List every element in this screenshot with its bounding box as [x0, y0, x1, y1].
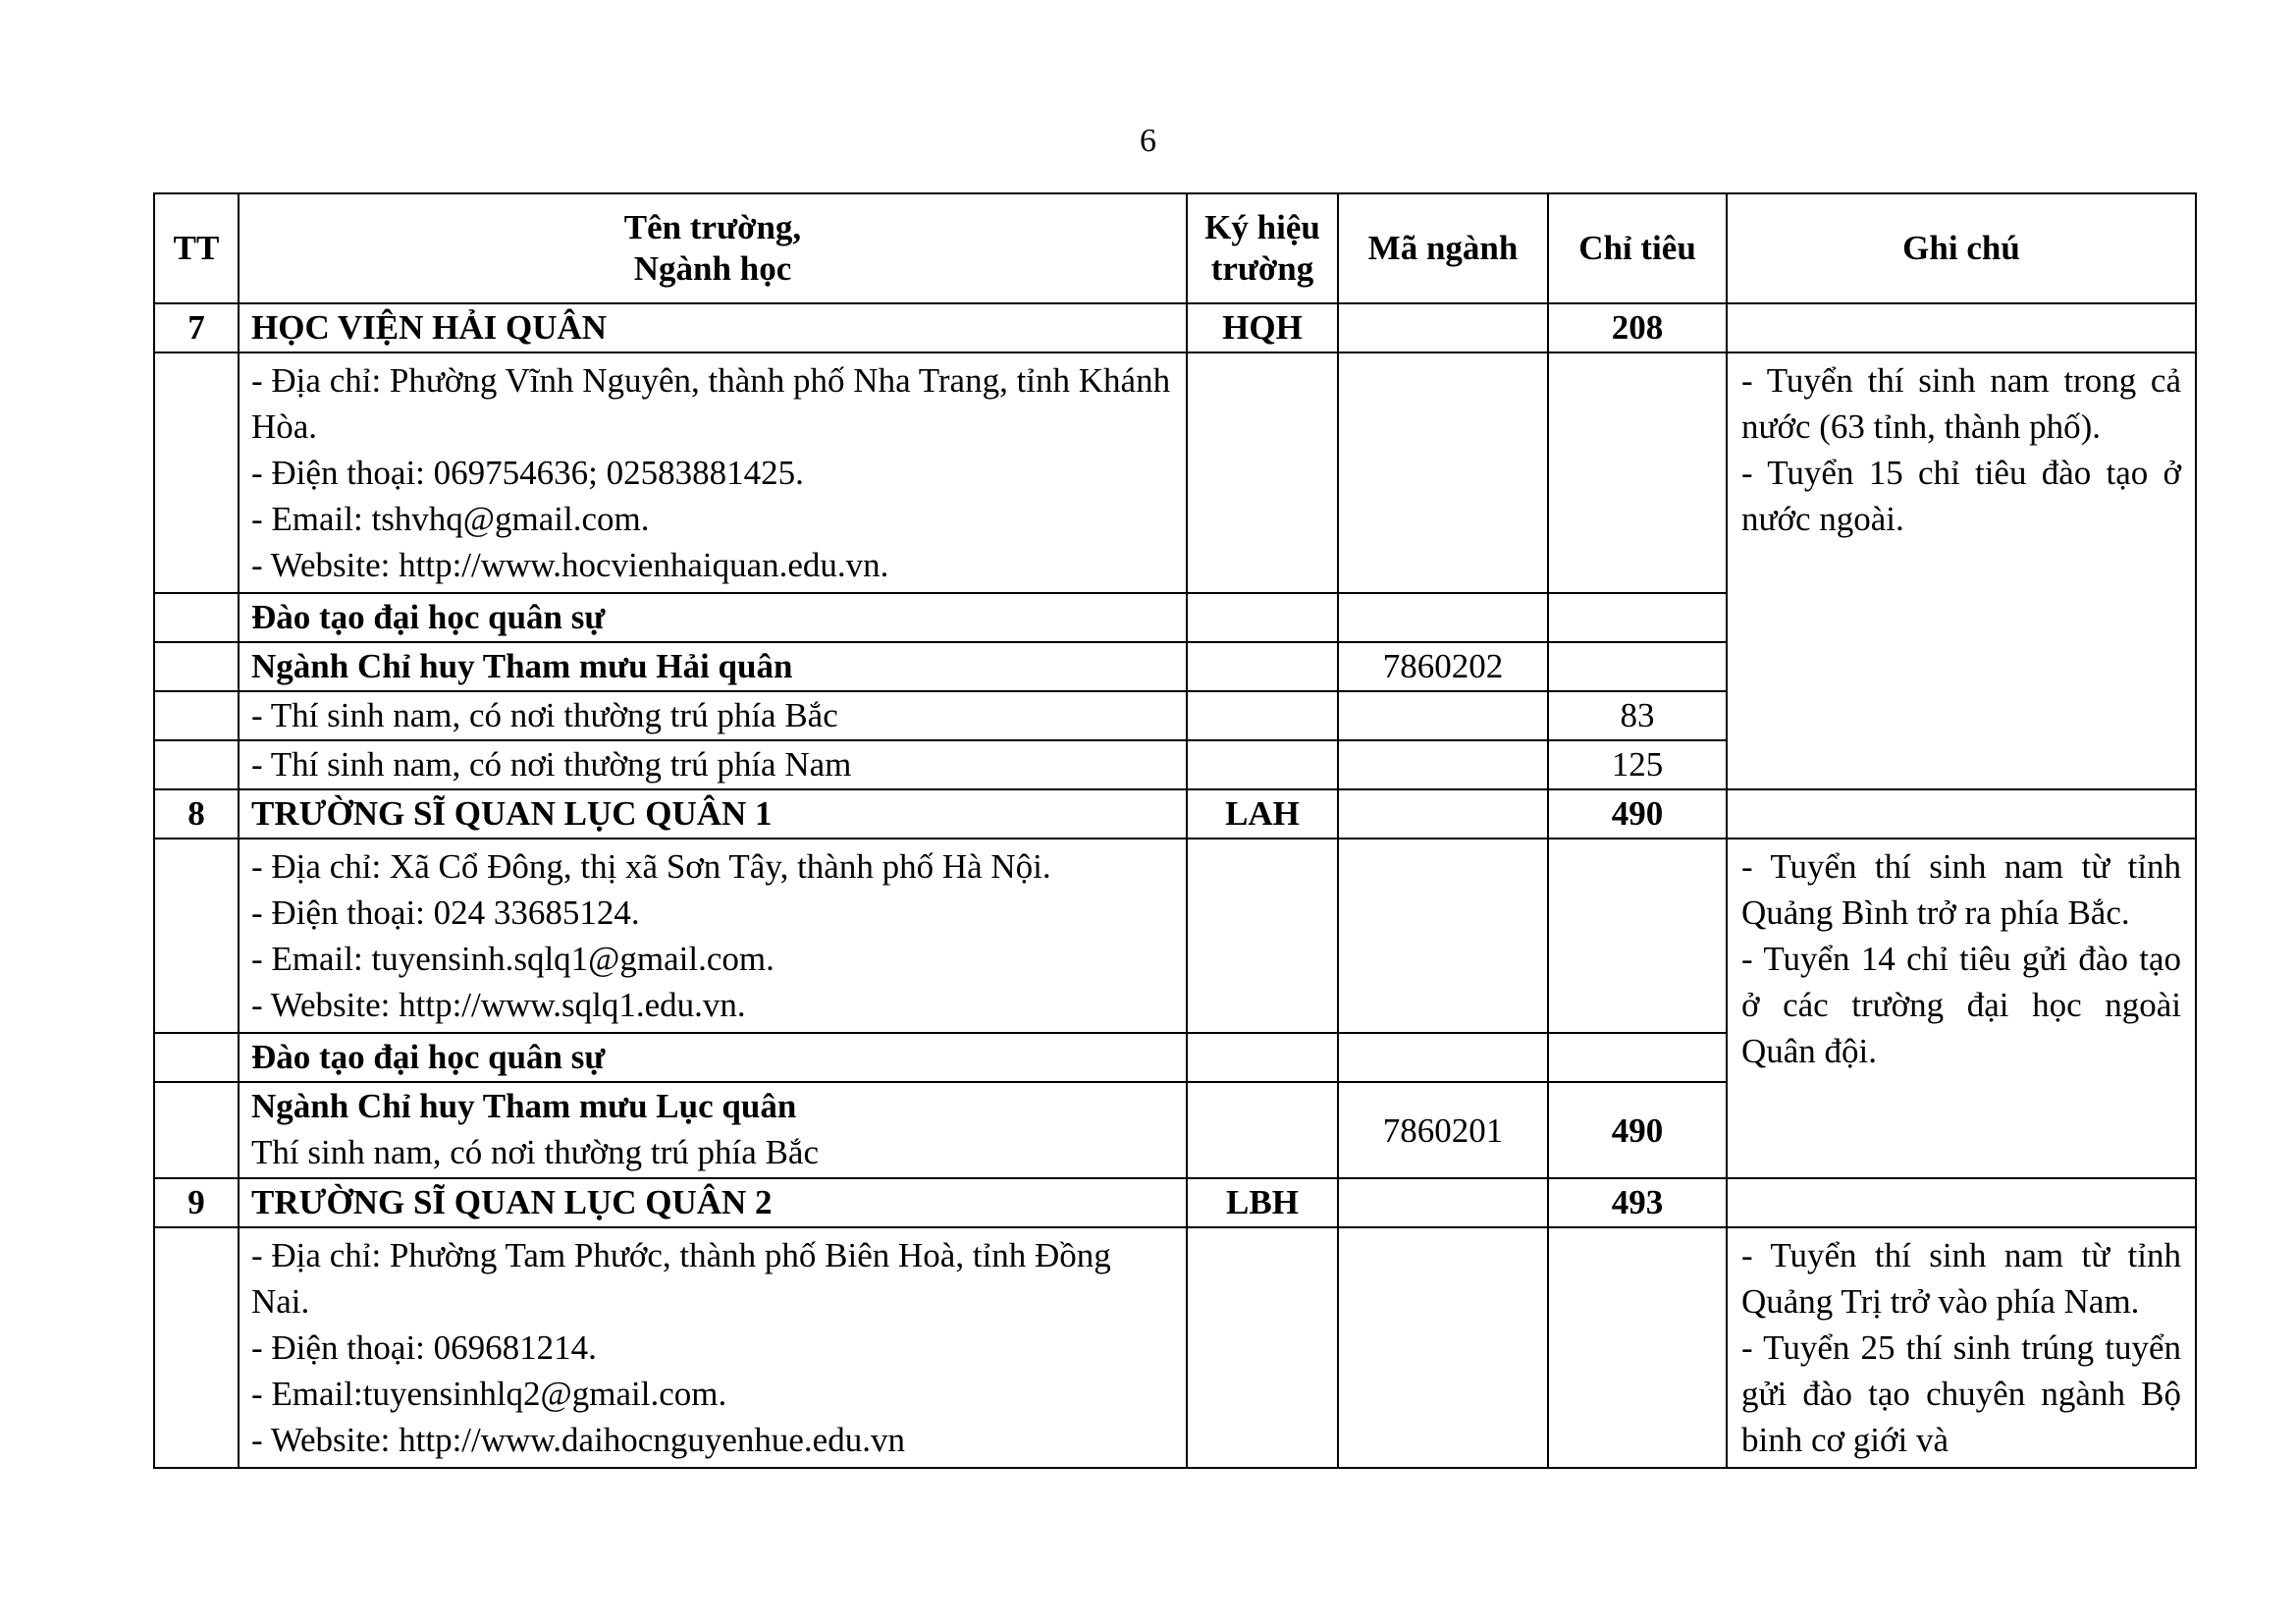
training-label: Đào tạo đại học quân sự: [239, 593, 1187, 642]
header-school-name: [239, 193, 1187, 303]
major-school-code: [1187, 1082, 1338, 1178]
major-label: Ngành Chỉ huy Tham mưu Lục quân: [251, 1087, 797, 1125]
quota-major-code: [1338, 740, 1548, 789]
info-address: - Địa chỉ: Phường Vĩnh Nguyên, thành phố Nha Trang, tỉnh Khánh Hòa.: [251, 361, 1171, 446]
info-major-code: [1338, 352, 1548, 593]
school-notes: [1727, 1227, 2196, 1468]
major-tt: [154, 642, 239, 691]
quota-school-code: [1187, 740, 1338, 789]
training-major-code: [1338, 1033, 1548, 1082]
school-name: TRƯỜNG SĨ QUAN LỤC QUÂN 1: [239, 789, 1187, 839]
note-line: - Tuyển thí sinh nam từ tỉnh Quảng Bình trở ra phía Bắc.: [1741, 847, 2181, 932]
info-email: - Email:tuyensinhlq2@gmail.com.: [251, 1375, 727, 1413]
school-code: LAH: [1187, 789, 1338, 839]
school-code: HQH: [1187, 303, 1338, 352]
training-code: [1187, 593, 1338, 642]
training-label: Đào tạo đại học quân sự: [239, 1033, 1187, 1082]
admission-table: [153, 192, 2197, 1469]
school-row-8: [154, 789, 2196, 839]
quota-label: - Thí sinh nam, có nơi thường trú phía Nam: [239, 740, 1187, 789]
school-info: [239, 352, 1187, 593]
school-tt: 9: [154, 1178, 239, 1227]
quota-label: - Thí sinh nam, có nơi thường trú phía Bắc: [239, 691, 1187, 740]
school-row-7: [154, 303, 2196, 352]
note-line: - Tuyển 14 chỉ tiêu gửi đào tạo ở các trường đại học ngoài Quân đội.: [1741, 940, 2181, 1070]
note-line: - Tuyển thí sinh nam trong cả nước (63 tỉnh, thành phố).: [1741, 361, 2181, 446]
school-major-code: [1338, 789, 1548, 839]
school-note-empty: [1727, 1178, 2196, 1227]
school-info-row: [154, 1227, 2196, 1468]
school-info: [239, 1227, 1187, 1468]
major-quota: 490: [1548, 1082, 1727, 1178]
info-phone: - Điện thoại: 024 33685124.: [251, 893, 640, 932]
header-school-code-line1: Ký hiệu: [1204, 208, 1320, 246]
training-quota: [1548, 593, 1727, 642]
quota-value: 125: [1548, 740, 1727, 789]
school-notes: [1727, 352, 2196, 789]
school-info: [239, 839, 1187, 1033]
info-email: - Email: tshvhq@gmail.com.: [251, 500, 650, 538]
quota-tt: [154, 691, 239, 740]
header-school-code-line2: trường: [1210, 249, 1314, 288]
info-website: - Website: http://www.hocvienhaiquan.edu.vn.: [251, 546, 889, 584]
header-school-code: [1187, 193, 1338, 303]
note-line: - Tuyển 25 thí sinh trúng tuyển gửi đào tạo chuyên ngành Bộ binh cơ giới và: [1741, 1328, 2181, 1459]
note-line: - Tuyển 15 chỉ tiêu đào tạo ở nước ngoài.: [1741, 454, 2181, 538]
school-notes: [1727, 839, 2196, 1178]
school-note-empty: [1727, 303, 2196, 352]
info-quota: [1548, 839, 1727, 1033]
header-quota: Chỉ tiêu: [1548, 193, 1727, 303]
training-tt: [154, 1033, 239, 1082]
info-phone: - Điện thoại: 069754636; 02583881425.: [251, 454, 804, 492]
quota-major-code: [1338, 691, 1548, 740]
major-sub-label: Thí sinh nam, có nơi thường trú phía Bắc: [251, 1133, 819, 1171]
header-row: [154, 193, 2196, 303]
major-cell: [239, 1082, 1187, 1178]
info-code: [1187, 352, 1338, 593]
major-code: 7860201: [1338, 1082, 1548, 1178]
training-code: [1187, 1033, 1338, 1082]
info-address: - Địa chỉ: Xã Cổ Đông, thị xã Sơn Tây, thành phố Hà Nội.: [251, 847, 1051, 886]
school-name: HỌC VIỆN HẢI QUÂN: [239, 303, 1187, 352]
school-quota: 490: [1548, 789, 1727, 839]
info-tt: [154, 352, 239, 593]
school-major-code: [1338, 303, 1548, 352]
training-quota: [1548, 1033, 1727, 1082]
school-row-9: [154, 1178, 2196, 1227]
info-phone: - Điện thoại: 069681214.: [251, 1328, 597, 1367]
header-major-code: Mã ngành: [1338, 193, 1548, 303]
info-major-code: [1338, 1227, 1548, 1468]
info-website: - Website: http://www.sqlq1.edu.vn.: [251, 986, 746, 1024]
header-tt: TT: [154, 193, 239, 303]
school-quota: 493: [1548, 1178, 1727, 1227]
info-tt: [154, 839, 239, 1033]
info-website: - Website: http://www.daihocnguyenhue.edu.vn: [251, 1421, 905, 1459]
school-major-code: [1338, 1178, 1548, 1227]
major-school-code: [1187, 642, 1338, 691]
school-note-empty: [1727, 789, 2196, 839]
info-major-code: [1338, 839, 1548, 1033]
school-name: TRƯỜNG SĨ QUAN LỤC QUÂN 2: [239, 1178, 1187, 1227]
school-info-row: [154, 352, 2196, 593]
info-address: - Địa chỉ: Phường Tam Phước, thành phố Biên Hoà, tỉnh Đồng Nai.: [251, 1236, 1111, 1321]
header-school-name-line1: Tên trường,: [623, 208, 802, 246]
info-email: - Email: tuyensinh.sqlq1@gmail.com.: [251, 940, 774, 978]
school-quota: 208: [1548, 303, 1727, 352]
header-notes: Ghi chú: [1727, 193, 2196, 303]
header-school-name-line2: Ngành học: [633, 249, 792, 288]
school-tt: 7: [154, 303, 239, 352]
quota-school-code: [1187, 691, 1338, 740]
info-quota: [1548, 352, 1727, 593]
training-major-code: [1338, 593, 1548, 642]
training-tt: [154, 593, 239, 642]
school-info-row: [154, 839, 2196, 1033]
school-tt: 8: [154, 789, 239, 839]
page-number: 6: [1140, 123, 1156, 159]
major-code: 7860202: [1338, 642, 1548, 691]
info-quota: [1548, 1227, 1727, 1468]
info-tt: [154, 1227, 239, 1468]
info-code: [1187, 1227, 1338, 1468]
major-quota: [1548, 642, 1727, 691]
quota-value: 83: [1548, 691, 1727, 740]
info-code: [1187, 839, 1338, 1033]
school-code: LBH: [1187, 1178, 1338, 1227]
note-line: - Tuyển thí sinh nam từ tỉnh Quảng Trị trở vào phía Nam.: [1741, 1236, 2181, 1321]
major-label: Ngành Chỉ huy Tham mưu Hải quân: [239, 642, 1187, 691]
quota-tt: [154, 740, 239, 789]
major-tt: [154, 1082, 239, 1178]
